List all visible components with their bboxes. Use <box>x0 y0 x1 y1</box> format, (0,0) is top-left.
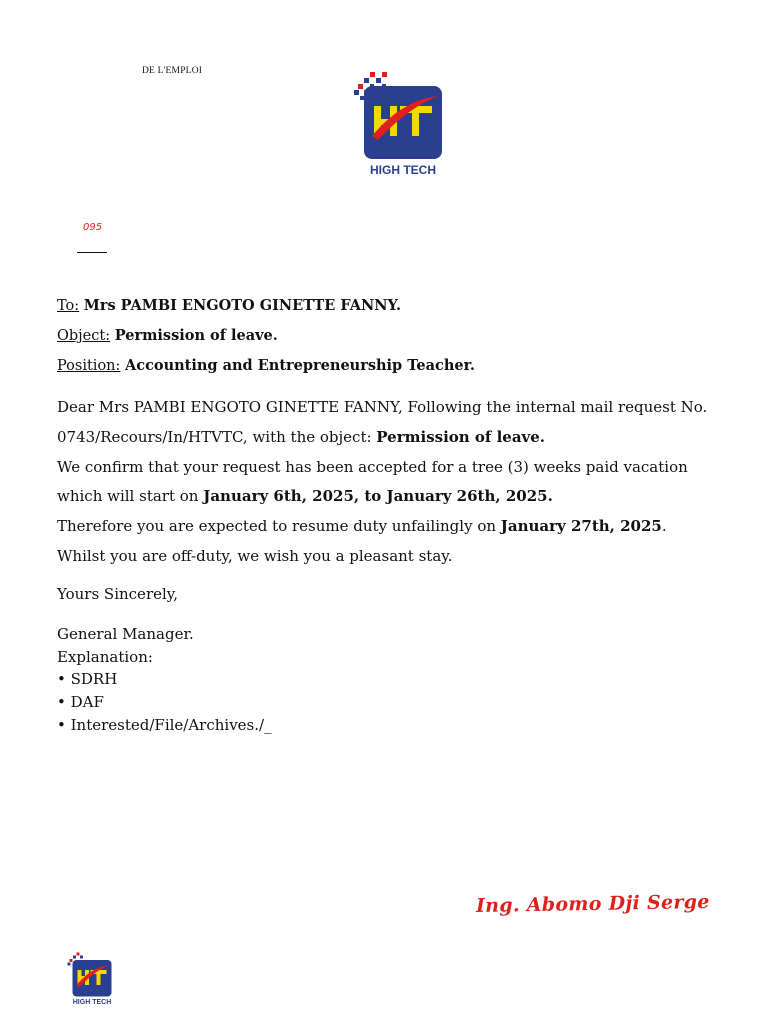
object-value: Permission of leave. <box>114 327 278 344</box>
high-tech-logo-small <box>66 952 114 1006</box>
logo-text: HIGH TECH <box>370 163 436 177</box>
body-line <box>57 482 717 512</box>
body-line <box>57 512 717 542</box>
list-item: • SDRH <box>57 670 118 688</box>
high-tech-logo <box>352 70 446 178</box>
object-label: Object: <box>57 328 111 344</box>
body-line: We confirm that your request has been accepted for a tree (3) weeks paid vacation <box>57 457 688 476</box>
body-text-span: Therefore you are expected to resume duty unfailingly on <box>57 517 501 536</box>
header-fragment: DE L'EMPLOI <box>142 66 203 76</box>
body-bold-span: January 6th, 2025, to January 26th, 2025. <box>203 487 553 506</box>
to-field <box>57 297 401 314</box>
body-line: Whilst you are off-duty, we wish you a pleasant stay. <box>57 546 453 565</box>
salutation: Yours Sincerely, <box>57 585 179 603</box>
signature: Ing. Abomo Dji Serge <box>475 890 710 918</box>
object-field <box>57 327 278 344</box>
body-line: Dear Mrs PAMBI ENGOTO GINETTE FANNY, Following the internal mail request No. <box>57 398 708 416</box>
body-text-span: 0743/Recours/In/HTVTC, with the object: <box>57 427 377 446</box>
signer-title: General Manager. <box>57 625 194 643</box>
position-field <box>57 357 475 374</box>
reference-number: 095 <box>83 222 103 233</box>
body-line <box>57 423 717 453</box>
body-text-span: . <box>661 517 667 536</box>
logo-text-small: HIGH TECH <box>72 999 112 1006</box>
reference-underline <box>77 252 107 253</box>
position-value: Accounting and Entrepreneurship Teacher. <box>125 357 475 374</box>
letter-body <box>57 393 717 572</box>
to-label: To: <box>57 298 80 314</box>
explanation-label: Explanation: <box>57 648 153 666</box>
to-value: Mrs PAMBI ENGOTO GINETTE FANNY. <box>83 297 402 314</box>
body-text-span: which will start on <box>57 487 204 506</box>
copy-list <box>57 668 272 737</box>
body-bold-span: Permission of leave. <box>376 427 546 446</box>
list-item: • DAF <box>57 693 104 711</box>
list-item: • Interested/File/Archives./_ <box>57 716 272 734</box>
position-label: Position: <box>57 358 121 374</box>
body-bold-span: January 27th, 2025 <box>500 517 662 536</box>
